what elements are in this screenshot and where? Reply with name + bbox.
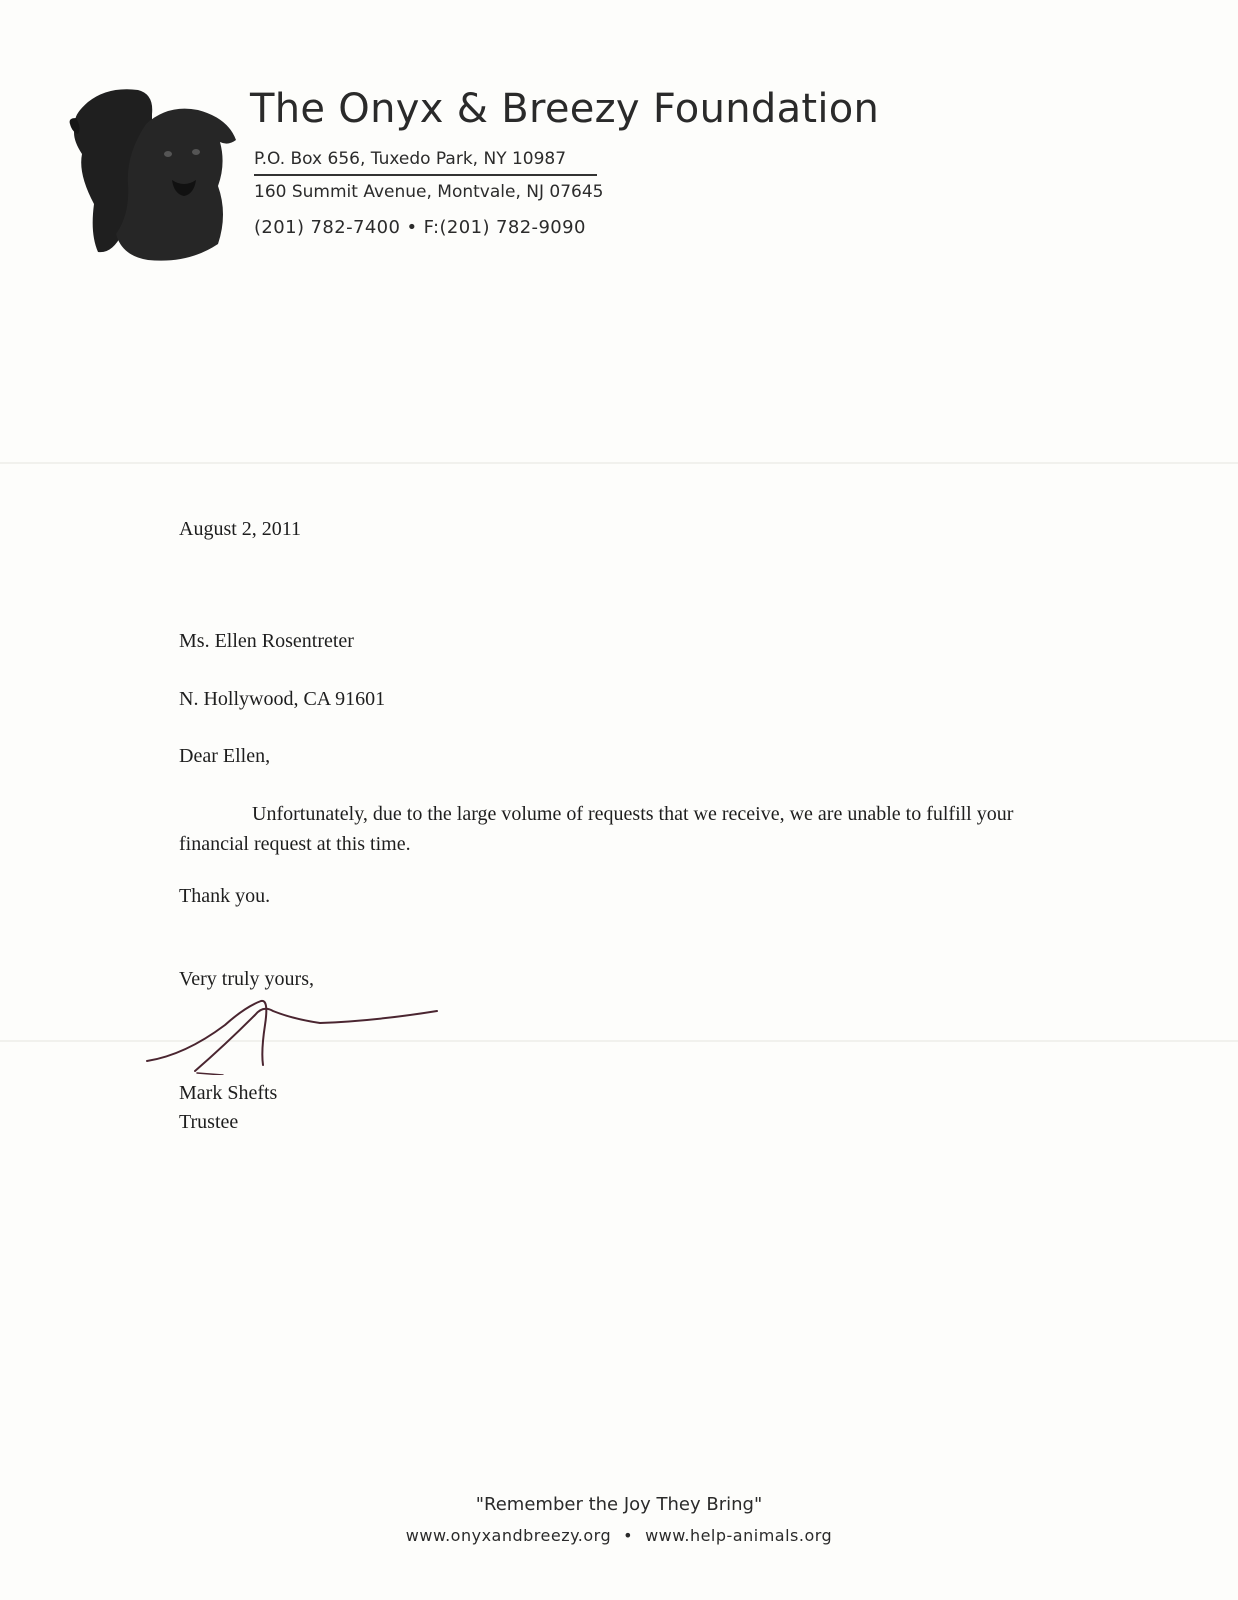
letterhead-divider (254, 174, 597, 176)
two-dogs-logo-icon (68, 84, 240, 264)
handwritten-signature-icon (145, 995, 455, 1075)
footer-separator: • (623, 1526, 634, 1545)
organization-name: The Onyx & Breezy Foundation (250, 86, 880, 132)
closing-line: Very truly yours, (179, 968, 314, 990)
street-address: 160 Summit Avenue, Montvale, NJ 07645 (254, 182, 604, 202)
footer-motto: "Remember the Joy They Bring" (475, 1494, 763, 1515)
signer-title: Trustee (179, 1111, 239, 1133)
letter-date: August 2, 2011 (179, 518, 302, 540)
phone-fax: (201) 782-7400 • F:(201) 782-9090 (254, 217, 586, 238)
salutation: Dear Ellen, (179, 745, 271, 767)
letter-body: Unfortunately, due to the large volume of requests that we receive, we are unable to fulfill your financial request at this time. (179, 803, 1014, 855)
paper-fold-top (0, 462, 1238, 464)
recipient-city: N. Hollywood, CA 91601 (179, 688, 386, 710)
website-link-help-animals[interactable]: www.help-animals.org (645, 1526, 833, 1545)
signer-name: Mark Shefts (179, 1082, 278, 1104)
website-link-onyxandbreezy[interactable]: www.onyxandbreezy.org (405, 1526, 612, 1545)
po-box-address: P.O. Box 656, Tuxedo Park, NY 10987 (254, 149, 567, 169)
footer-websites (0, 1526, 1238, 1545)
recipient-name: Ms. Ellen Rosentreter (179, 630, 354, 652)
thanks-line: Thank you. (179, 885, 271, 907)
